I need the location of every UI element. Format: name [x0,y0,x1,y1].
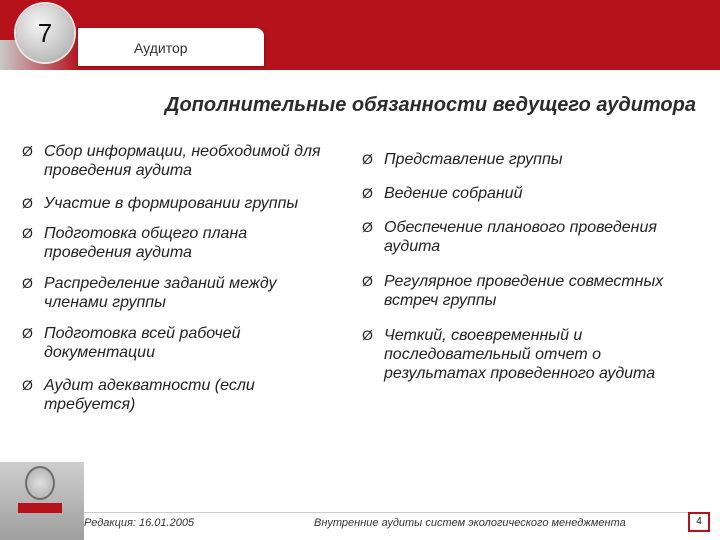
section-number: 7 [37,17,53,48]
bullet-arrow-icon: Ø [362,327,373,343]
bullet-arrow-icon: Ø [22,143,33,159]
list-item-left-4 [22,274,276,312]
list-item-left-3 [22,224,247,262]
list-item-left-5 [22,324,241,362]
bullet-arrow-icon: Ø [362,151,373,167]
section-number-badge [16,4,74,62]
list-item-left-2 [22,194,298,213]
footer-revision: Редакция: 16.01.2005 [84,517,195,529]
list-item-text: Обеспечение планового проведения аудита [384,219,657,255]
logo-bar [18,503,62,513]
list-item-right-2 [362,184,522,203]
slide-title: Дополнительные обязанности ведущего аудитора [165,94,696,116]
bullet-arrow-icon: Ø [22,225,33,241]
bullet-arrow-icon: Ø [362,185,373,201]
company-logo [16,466,64,528]
list-item-left-6 [22,376,255,414]
list-item-text: Подготовка общего плана проведения аудита [44,225,248,261]
list-item-text: Представление группы [384,151,563,168]
logo-emblem-icon [25,466,55,500]
section-label: Аудитор [134,40,188,56]
page-number: 4 [688,512,710,532]
bullet-arrow-icon: Ø [22,325,33,341]
list-item-right-4 [362,272,663,310]
bullet-arrow-icon: Ø [362,219,373,235]
bullet-arrow-icon: Ø [22,377,33,393]
list-item-text: Аудит адекватности (если требуется) [44,377,255,413]
footer-divider [84,512,690,513]
footer-course-title: Внутренние аудиты систем экологического менеджмента [314,517,626,529]
list-item-right-1 [362,150,563,169]
list-item-right-5 [362,326,655,383]
list-item-text: Ведение собраний [384,185,523,202]
list-item-text: Регулярное проведение совместных встреч группы [384,273,664,309]
bullet-arrow-icon: Ø [22,195,33,211]
list-item-text: Участие в формировании группы [44,195,299,212]
bullet-arrow-icon: Ø [22,275,33,291]
list-item-right-3 [362,218,657,256]
list-item-text: Сбор информации, необходимой для проведения аудита [44,143,321,179]
list-item-text: Распределение заданий между членами группы [44,275,277,311]
list-item-left-1 [22,142,321,180]
list-item-text: Подготовка всей рабочей документации [44,325,241,361]
list-item-text: Четкий, своевременный и последовательный отчет о результатах проведенного аудита [384,327,656,382]
bullet-arrow-icon: Ø [362,273,373,289]
